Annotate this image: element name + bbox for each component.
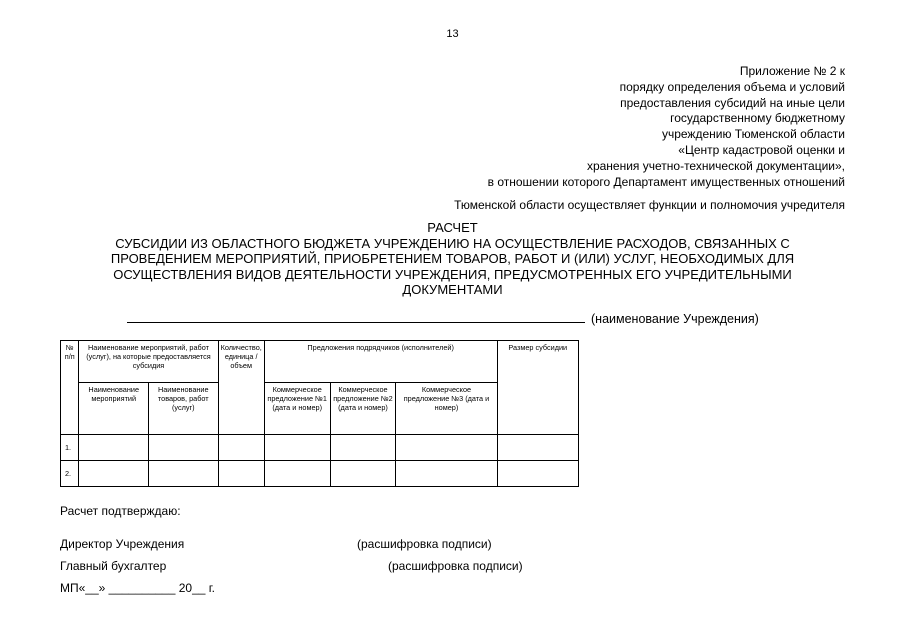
accountant-signature-caption: (расшифровка подписи) bbox=[388, 559, 523, 573]
row-number: 1. bbox=[61, 435, 79, 461]
title-line: ОСУЩЕСТВЛЕНИЯ ВИДОВ ДЕЯТЕЛЬНОСТИ УЧРЕЖДЕНИЯ, ПРЕДУСМОТРЕННЫХ ЕГО УЧРЕДИТЕЛЬНЫМИ bbox=[113, 266, 792, 282]
table-cell[interactable] bbox=[396, 435, 497, 461]
appendix-line: учреждению Тюменской области bbox=[661, 127, 845, 142]
director-label: Директор Учреждения bbox=[60, 537, 185, 551]
founder-line: Тюменской области осуществляет функции и полномочия учредителя bbox=[454, 198, 845, 212]
appendix-line: порядку определения объема и условий bbox=[619, 79, 845, 94]
table-cell[interactable] bbox=[497, 435, 578, 461]
confirmation-text: Расчет подтверждаю: bbox=[60, 504, 181, 518]
header-offer-2: Коммерческое предложение №2 (дата и номер) bbox=[330, 383, 396, 435]
table-cell[interactable] bbox=[79, 435, 149, 461]
table-cell[interactable] bbox=[264, 435, 330, 461]
table-cell[interactable] bbox=[497, 461, 578, 487]
director-signature-caption: (расшифровка подписи) bbox=[357, 537, 492, 551]
table-row bbox=[61, 435, 579, 461]
title-line: ДОКУМЕНТАМИ bbox=[402, 282, 503, 297]
title-line: СУБСИДИИ ИЗ ОБЛАСТНОГО БЮДЖЕТА УЧРЕЖДЕНИЮ НА ОСУЩЕСТВЛЕНИЕ РАСХОДОВ, СВЯЗАННЫХ С bbox=[115, 235, 790, 251]
table-row bbox=[61, 461, 579, 487]
header-offer-3: Коммерческое предложение №3 (дата и номер) bbox=[396, 383, 497, 435]
appendix-line: «Центр кадастровой оценки и bbox=[678, 142, 845, 157]
appendix-line: предоставления субсидий на иные цели bbox=[620, 95, 845, 110]
organization-name-line bbox=[127, 310, 759, 326]
table-cell[interactable] bbox=[330, 435, 396, 461]
header-offers-group: Предложения подрядчиков (исполнителей) bbox=[264, 341, 497, 383]
appendix-line: хранения учетно-технической документации», bbox=[586, 158, 845, 173]
header-event-name: Наименование мероприятий bbox=[79, 383, 149, 435]
table-cell[interactable] bbox=[79, 461, 149, 487]
table-cell[interactable] bbox=[264, 461, 330, 487]
header-quantity: Количество, единица /объем bbox=[218, 341, 264, 435]
header-offer-1: Коммерческое предложение №1 (дата и номер) bbox=[264, 383, 330, 435]
appendix-line: в отношении которого Департамент имущественных отношений bbox=[487, 174, 845, 189]
subsidy-table bbox=[60, 340, 579, 487]
accountant-label: Главный бухгалтер bbox=[60, 559, 167, 573]
organization-name-blank[interactable] bbox=[127, 310, 585, 323]
title-line: РАСЧЕТ bbox=[427, 220, 478, 235]
table-cell[interactable] bbox=[218, 435, 264, 461]
organization-name-caption: (наименование Учреждения) bbox=[591, 312, 759, 326]
title-line: ПРОВЕДЕНИЕМ МЕРОПРИЯТИЙ, ПРИОБРЕТЕНИЕМ ТОВАРОВ, РАБОТ И (ИЛИ) УСЛУГ, НЕОБХОДИМЫХ ДЛЯ bbox=[110, 251, 795, 266]
appendix-line: государственному бюджетному bbox=[670, 111, 845, 126]
appendix-line: Приложение № 2 к bbox=[739, 64, 845, 78]
page-number: 13 bbox=[446, 28, 459, 40]
table-cell[interactable] bbox=[396, 461, 497, 487]
header-subsidy-amount: Размер субсидии bbox=[497, 341, 578, 435]
header-goods-name: Наименование товаров, работ (услуг) bbox=[149, 383, 219, 435]
header-number: № п/п bbox=[61, 341, 79, 435]
table-cell[interactable] bbox=[149, 435, 219, 461]
table-cell[interactable] bbox=[330, 461, 396, 487]
table-cell[interactable] bbox=[149, 461, 219, 487]
row-number: 2. bbox=[61, 461, 79, 487]
appendix-header bbox=[488, 64, 845, 190]
header-events-group: Наименование мероприятий, работ (услуг), на которые предоставляется субсидия bbox=[79, 341, 218, 383]
document-title bbox=[40, 220, 865, 298]
table-cell[interactable] bbox=[218, 461, 264, 487]
stamp-date-line: МП«__» __________ 20__ г. bbox=[60, 581, 215, 595]
